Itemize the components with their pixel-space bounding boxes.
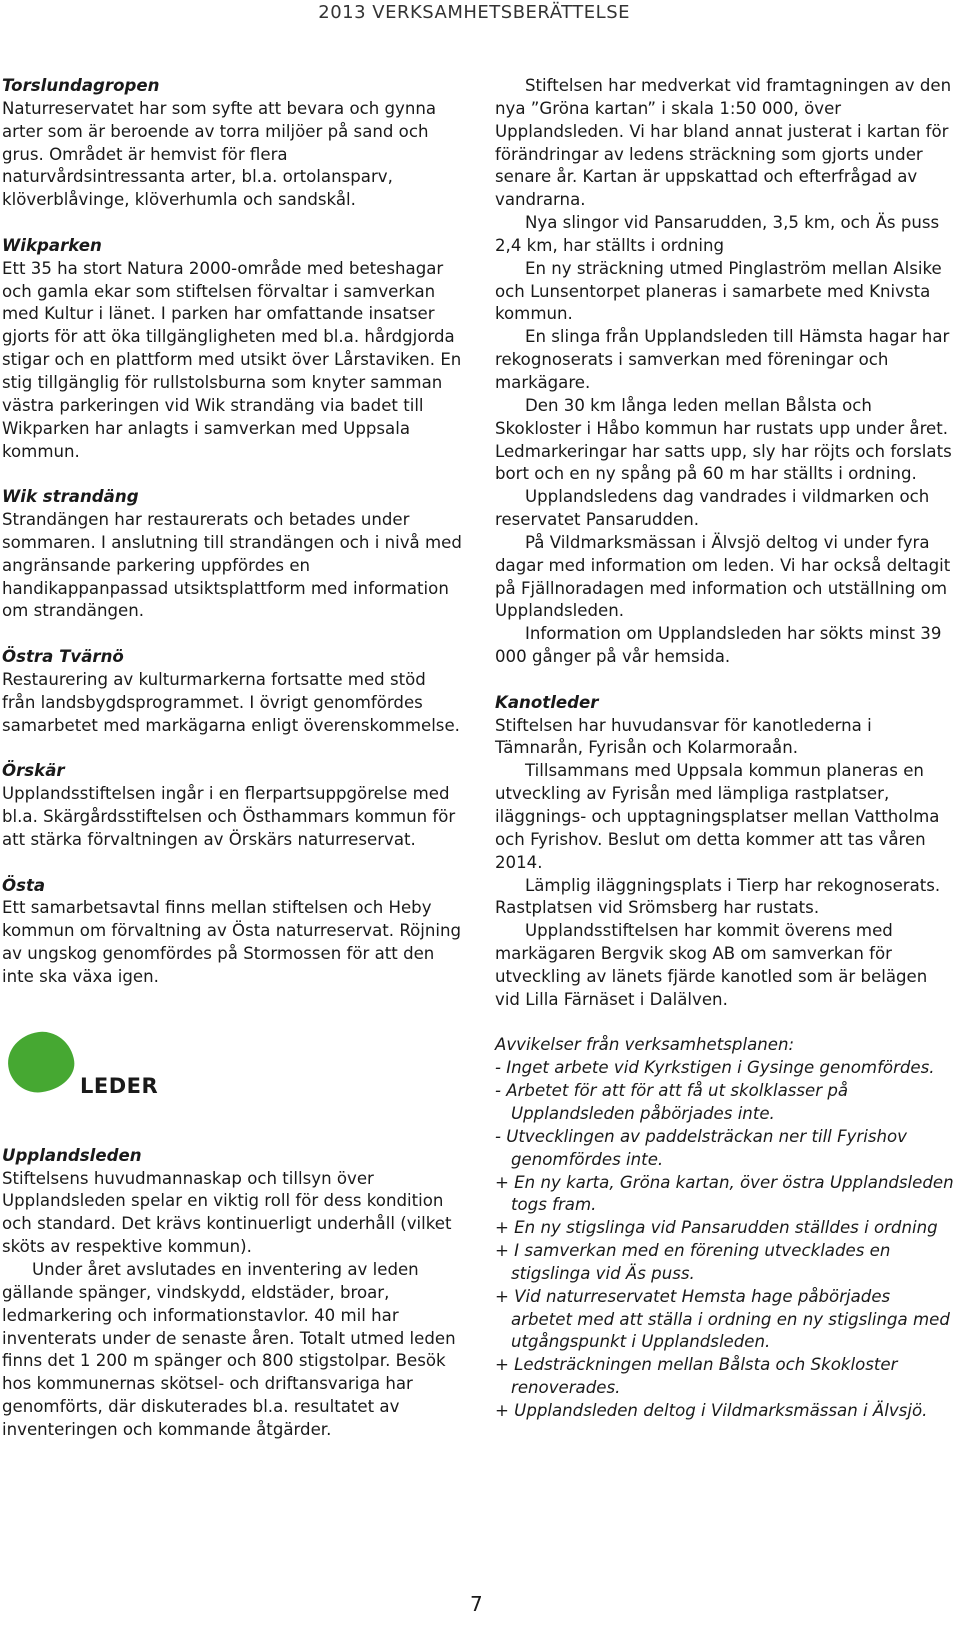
- list-item: + En ny karta, Gröna kartan, över östra Upplandsleden togs fram.: [495, 1172, 954, 1215]
- section-wik-strandang: [2, 486, 462, 623]
- section-heading: Östra Tvärnö: [2, 647, 124, 667]
- section-heading: Wik strandäng: [2, 487, 139, 507]
- avvikelser-title: Avvikelser från verksamhetsplanen:: [495, 1035, 795, 1055]
- section-kanotleder: [495, 692, 955, 1012]
- section-wikparken: [2, 235, 462, 463]
- section-text: Restaurering av kulturmarkerna fortsatte med stöd från landsbygdsprogrammet. I övrigt genomfördes samarbetet med markägarna enligt överenskommelse.: [2, 669, 460, 735]
- page-number: 7: [470, 1592, 483, 1616]
- section-heading: Örskär: [2, 761, 65, 781]
- paragraph: Den 30 km långa leden mellan Bålsta och Skokloster i Håbo kommun har rustats upp under året. Ledmarkeringar har satts upp, sly har röjts och forslats bort och en ny spång på 60 m har ställts i ordning.: [495, 395, 952, 484]
- paragraph: Information om Upplandsleden har sökts minst 39 000 gånger på vår hemsida.: [495, 624, 942, 667]
- paragraph: Stiftelsen har huvudansvar för kanotlederna i Tämnarån, Fyrisån och Kolarmoraån.: [495, 715, 872, 758]
- section-upplandsleden: [2, 1145, 462, 1442]
- section-text: Stiftelsens huvudmannaskap och tillsyn över Upplandsleden spelar en viktig roll för dess kondition och standard. Det krävs kontinuerligt underhåll (vilket sköts av respektive kommun).: [2, 1168, 452, 1257]
- page-header: 2013 VERKSAMHETSBERÄTTELSE: [318, 2, 630, 23]
- list-item: - Utvecklingen av paddelsträckan ner till Fyrishov genomfördes inte.: [495, 1126, 907, 1169]
- list-item: + I samverkan med en förening utvecklades en stigslinga vid Äs puss.: [495, 1241, 891, 1283]
- list-item: + En ny stigslinga vid Pansarudden ställdes i ordning: [495, 1218, 938, 1238]
- avvikelser-list: [495, 1057, 955, 1423]
- section-torslundagropen: [2, 75, 462, 212]
- list-item: - Arbetet för att för att få ut skolklasser på Upplandsleden påbörjades inte.: [495, 1081, 849, 1123]
- paragraph: Upplandsledens dag vandrades i vildmarken och reservatet Pansarudden.: [495, 487, 930, 530]
- section-ostra-tvarno: [2, 646, 462, 737]
- section-heading: Kanotleder: [495, 692, 599, 712]
- section-heading: Torslundagropen: [2, 76, 160, 95]
- section-text: Upplandsstiftelsen ingår i en flerpartsuppgörelse med bl.a. Skärgårdsstiftelsen och Östhammars kommun för att stärka förvaltningen av Örskärs naturreservat.: [2, 784, 456, 849]
- left-column: [2, 75, 462, 1465]
- section-text: Ett 35 ha stort Natura 2000-område med beteshagar och gamla ekar som stiftelsen förvaltar i samverkan med Kultur i länet. I parken har omfattande insatser gjorts för att öka tillgängligheten med bl.a. hårdgjorda stigar och en plattform med utsikt över Lårstaviken. En stig tillgänglig för rullstolsburna som knyter samman västra parkeringen vid Wik strandäng via badet till Wikparken har anlagts i samverkan med Uppsala kommun.: [2, 258, 462, 461]
- list-item: + Upplandsleden deltog i Vildmarksmässan i Älvsjö.: [495, 1400, 928, 1420]
- leder-section-header: [2, 1027, 462, 1145]
- section-upplandsleden-continued: [495, 75, 955, 669]
- right-column: [495, 75, 955, 1446]
- paragraph: Stiftelsen har medverkat vid framtagningen av den nya ”Gröna kartan” i skala 1:50 000, över Upplandsleden. Vi har bland annat justerat i kartan för förändringar av ledens sträckning som gjorts under senare år. Kartan är uppskattad och efterfrågad av vandrarna.: [495, 76, 952, 210]
- section-orskar: [2, 760, 462, 851]
- leder-title: LEDER: [80, 1073, 159, 1098]
- section-heading: Wikparken: [2, 235, 102, 255]
- green-leaf-icon: [4, 1027, 78, 1096]
- section-text: Strandängen har restaurerats och betades under sommaren. I anslutning till strandängen och i nivå med angränsande parkering uppfördes en handikappanpassad utsiktsplattform med information om strandängen.: [2, 510, 462, 621]
- section-avvikelser: [495, 1034, 955, 1422]
- paragraph: Tillsammans med Uppsala kommun planeras en utveckling av Fyrisån med lämpliga rastplatser, iläggnings- och upptagningsplatser mellan Vattholma och Fyrishov. Beslut om detta kommer att tas våren 2014.: [495, 761, 940, 872]
- section-osta: [2, 875, 462, 989]
- section-heading: Östa: [2, 875, 46, 895]
- list-item: + Vid naturreservatet Hemsta hage påbörjades arbetet med att ställa i ordning en ny stigslinga med utgångspunkt i Upplandsleden.: [495, 1286, 950, 1352]
- paragraph: På Vildmarksmässan i Älvsjö deltog vi under fyra dagar med information om leden. Vi har också deltagit på Fjällnoradagen med information och utställning om Upplandsleden.: [495, 532, 951, 621]
- section-text: Naturreservatet har som syfte att bevara och gynna arter som är beroende av torra miljöer på sand och grus. Området är hemvist för flera naturvårdsintressanta arter, bl.a. ortolansparv, klöverblåvinge, klöverhumla och sandskål.: [2, 98, 437, 210]
- section-text: Under året avslutades en inventering av leden gällande spänger, vindskydd, eldstäder, broar, ledmarkering och informationstavlor. 40 mil har inventerats under de senaste åren. Totalt utmed leden finns det 1 200 m spänger och 800 stigstolpar. Besök hos kommunernas skötsel- och driftansvariga har genomförts, där diskuterades bl.a. resultatet av inventeringen och kommande åtgärder.: [2, 1259, 456, 1439]
- list-item: - Inget arbete vid Kyrkstigen i Gysinge genomfördes.: [495, 1058, 935, 1078]
- paragraph: Lämplig iläggningsplats i Tierp har rekognoserats. Rastplatsen vid Srömsberg har rustats.: [495, 875, 941, 918]
- paragraph: En ny sträckning utmed Pinglaström mellan Alsike och Lunsentorpet planeras i samarbete med Knivsta kommun.: [495, 258, 942, 324]
- paragraph: Upplandsstiftelsen har kommit överens med markägaren Bergvik skog AB om samverkan för utveckling av länets fjärde kanotled som är belägen vid Lilla Färnäset i Dalälven.: [495, 921, 928, 1009]
- paragraph: En slinga från Upplandsleden till Hämsta hagar har rekognoserats i samverkan med föreningar och markägare.: [495, 327, 950, 392]
- section-text: Ett samarbetsavtal finns mellan stiftelsen och Heby kommun om förvaltning av Östa naturreservat. Röjning av ungskog genomfördes på Stormossen för att den inte ska växa igen.: [2, 898, 462, 986]
- list-item: + Ledsträckningen mellan Bålsta och Skokloster renoverades.: [495, 1355, 898, 1398]
- paragraph: Nya slingor vid Pansarudden, 3,5 km, och Äs puss 2,4 km, har ställts i ordning: [495, 213, 940, 255]
- section-heading: Upplandsleden: [2, 1145, 142, 1165]
